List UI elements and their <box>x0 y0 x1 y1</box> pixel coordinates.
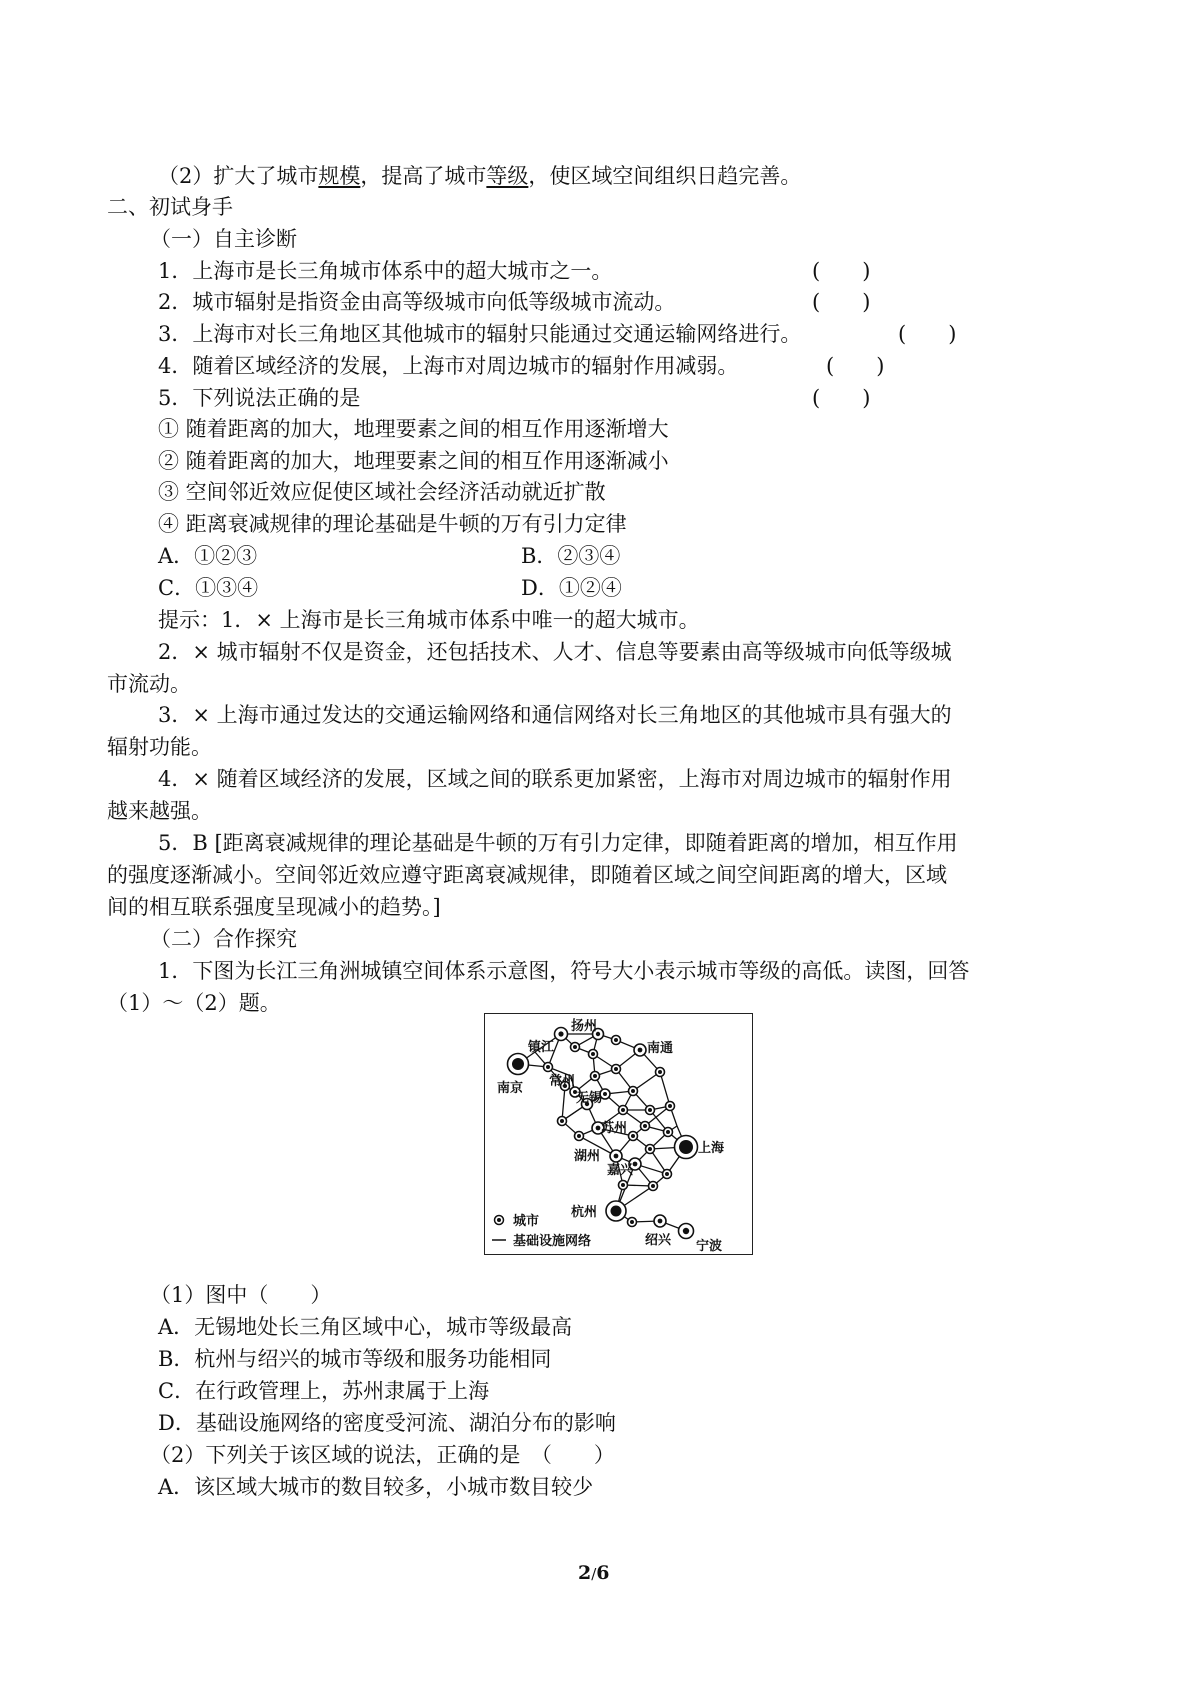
answer-blank[interactable]: ( ) <box>898 322 957 346</box>
hint-3-line-2: 辐射功能。 <box>107 735 212 759</box>
option-b[interactable]: B．②③④ <box>521 544 621 568</box>
option-c[interactable]: C．①③④ <box>158 576 259 600</box>
subquestion-2: （2）下列关于该区域的说法，正确的是 （ ） <box>150 1443 615 1467</box>
label-nanjing: 南京 <box>497 1081 524 1096</box>
page-separator: / <box>591 1565 597 1583</box>
answer-blank[interactable]: ( ) <box>812 259 871 283</box>
map-svg <box>485 1014 751 1253</box>
label-hangzhou: 杭州 <box>571 1205 598 1220</box>
underlined-term-level: 等级 <box>486 164 529 188</box>
hint-5-line-1: 5．B [距离衰减规律的理论基础是牛顿的万有引力定律，即随着距离的增加，相互作用 <box>158 831 958 855</box>
subquestion-1-option-d[interactable]: D．基础设施网络的密度受河流、湖泊分布的影响 <box>158 1411 616 1435</box>
question-4: 4．随着区域经济的发展，上海市对周边城市的辐射作用减弱。 <box>158 354 739 378</box>
hint-2-line-2: 市流动。 <box>107 672 191 696</box>
yangtze-delta-map <box>484 1013 753 1255</box>
statement-4: ④ 距离衰减规律的理论基础是牛顿的万有引力定律 <box>158 512 627 536</box>
page-total: 6 <box>596 1562 610 1584</box>
subquestion-1: （1）图中（ ） <box>150 1283 332 1307</box>
hint-1: 提示：1．× 上海市是长三角城市体系中唯一的超大城市。 <box>158 608 700 632</box>
answer-blank[interactable]: ( ) <box>812 290 871 314</box>
legend-network: 基础设施网络 <box>513 1234 592 1249</box>
label-changzhou: 常州 <box>549 1074 576 1089</box>
hint-4-line-1: 4．× 随着区域经济的发展，区域之间的联系更加紧密，上海市对周边城市的辐射作用 <box>158 767 952 791</box>
label-shaoxing: 绍兴 <box>645 1233 672 1248</box>
label-huzhou: 湖州 <box>574 1149 601 1164</box>
label-ningbo: 宁波 <box>696 1239 723 1253</box>
problem-1-line-1: 1．下图为长江三角洲城镇空间体系示意图，符号大小表示城市等级的高低。读图，回答 <box>158 959 970 983</box>
question-5: 5．下列说法正确的是 <box>158 386 361 410</box>
subsection-heading-self-check: （一）自主诊断 <box>150 227 297 251</box>
statement-3: ③ 空间邻近效应促使区域社会经济活动就近扩散 <box>158 480 606 504</box>
legend-city: 城市 <box>513 1214 540 1229</box>
label-shanghai: 上海 <box>698 1141 725 1156</box>
subsection-heading-cooperate: （二）合作探究 <box>150 927 297 951</box>
page-number <box>578 1562 610 1584</box>
subquestion-2-option-a[interactable]: A．该区域大城市的数目较多，小城市数目较少 <box>158 1475 594 1499</box>
hint-4-line-2: 越来越强。 <box>107 799 212 823</box>
option-a[interactable]: A．①②③ <box>158 544 258 568</box>
question-2: 2．城市辐射是指资金由高等级城市向低等级城市流动。 <box>158 290 676 314</box>
problem-1-line-2: （1）～（2）题。 <box>107 991 281 1015</box>
hint-5-line-2: 的强度逐渐减小。空间邻近效应遵守距离衰减规律，即随着区域之间空间距离的增大，区域 <box>107 863 947 887</box>
underlined-term-scale: 规模 <box>318 164 361 188</box>
answer-blank[interactable]: ( ) <box>826 354 885 378</box>
answer-blank[interactable]: ( ) <box>812 386 871 410</box>
question-1: 1．上海市是长三角城市体系中的超大城市之一。 <box>158 259 613 283</box>
paragraph-summary <box>158 162 801 190</box>
hint-2-line-1: 2．× 城市辐射不仅是资金，还包括技术、人才、信息等要素由高等级城市向低等级城 <box>158 640 952 664</box>
hint-3-line-1: 3．× 上海市通过发达的交通运输网络和通信网络对长三角地区的其他城市具有强大的 <box>158 703 952 727</box>
option-d[interactable]: D．①②④ <box>521 576 622 600</box>
label-jiaxing: 嘉兴 <box>607 1163 634 1178</box>
label-wuxi: 无锡 <box>576 1091 603 1106</box>
text-span: ，使区域空间组织日趋完善。 <box>528 164 802 188</box>
label-yangzhou: 扬州 <box>571 1019 598 1034</box>
subquestion-1-option-a[interactable]: A．无锡地处长三角区域中心，城市等级最高 <box>158 1315 573 1339</box>
subquestion-1-option-c[interactable]: C．在行政管理上，苏州隶属于上海 <box>158 1379 490 1403</box>
statement-2: ② 随着距离的加大，地理要素之间的相互作用逐渐减小 <box>158 449 669 473</box>
statement-1: ① 随着距离的加大，地理要素之间的相互作用逐渐增大 <box>158 417 669 441</box>
label-nantong: 南通 <box>647 1041 674 1056</box>
section-heading-try: 二、初试身手 <box>107 195 233 219</box>
label-suzhou: 苏州 <box>601 1121 628 1136</box>
text-span: （2）扩大了城市 <box>158 164 319 188</box>
hint-5-line-3: 间的相互联系强度呈现减小的趋势。] <box>107 895 441 919</box>
subquestion-1-option-b[interactable]: B．杭州与绍兴的城市等级和服务功能相同 <box>158 1347 552 1371</box>
text-span: ，提高了城市 <box>360 164 487 188</box>
page-current: 2 <box>578 1562 592 1584</box>
label-zhenjiang: 镇江 <box>528 1040 555 1055</box>
question-3: 3．上海市对长三角地区其他城市的辐射只能通过交通运输网络进行。 <box>158 322 802 346</box>
